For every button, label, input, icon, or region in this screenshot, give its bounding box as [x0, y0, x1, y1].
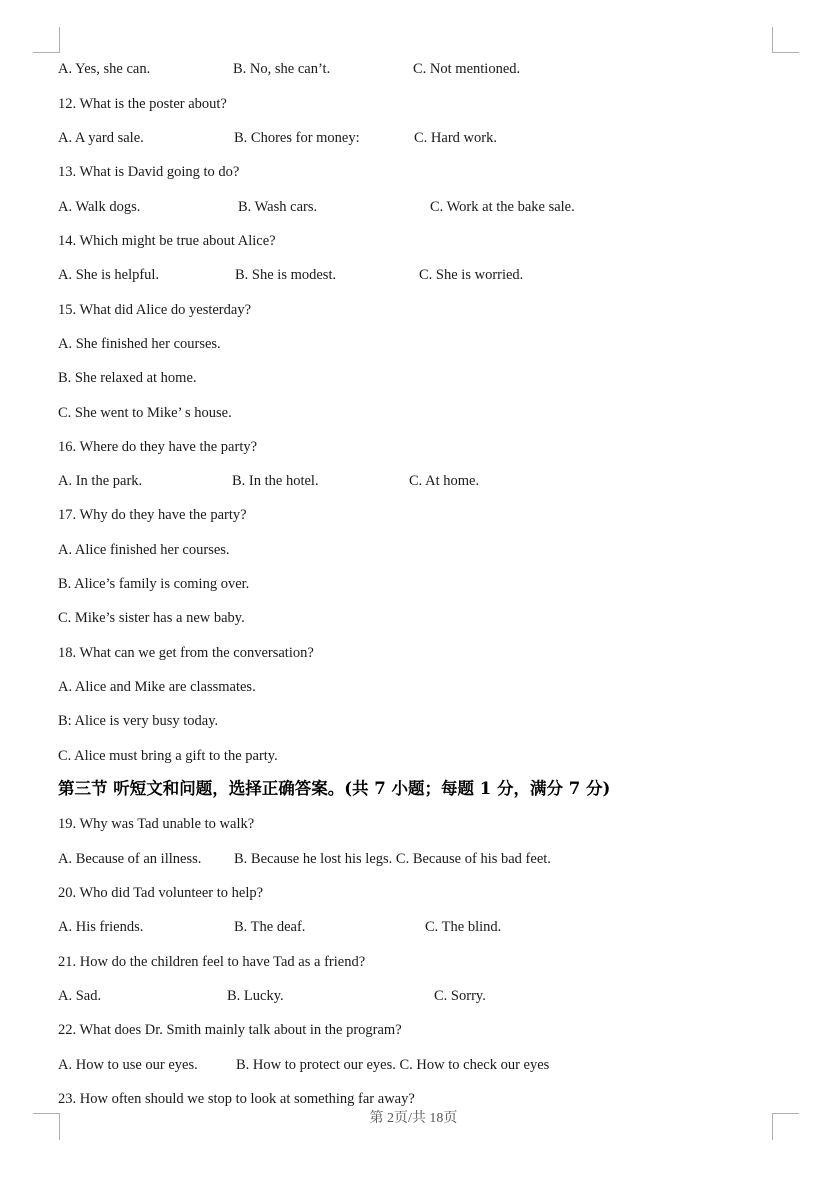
option-a: A. Alice finished her courses. [58, 542, 230, 558]
option-c: C. The blind. [425, 919, 502, 935]
question-12: 12. What is the poster about? [58, 96, 227, 112]
option-a: A. She finished her courses. [58, 336, 221, 352]
crop-mark [33, 52, 60, 53]
option-b: B. She relaxed at home. [58, 370, 197, 386]
option-c: C. She is worried. [419, 267, 524, 283]
option-c: C. Not mentioned. [413, 61, 521, 77]
option-b: B. Chores for money: [234, 130, 360, 146]
option-b: B: Alice is very busy today. [58, 713, 219, 729]
crop-mark [772, 52, 799, 53]
option-b: B. No, she can’t. [233, 61, 331, 77]
option-c: C. At home. [409, 473, 480, 489]
question-13: 13. What is David going to do? [58, 164, 240, 180]
question-14: 14. Which might be true about Alice? [58, 233, 276, 249]
option-a: A. In the park. [58, 473, 143, 489]
option-a: A. A yard sale. [58, 130, 144, 146]
question-21: 21. How do the children feel to have Tad as a friend? [58, 954, 366, 970]
question-20: 20. Who did Tad volunteer to help? [58, 885, 264, 901]
question-19: 19. Why was Tad unable to walk? [58, 816, 255, 832]
crop-mark [772, 27, 773, 53]
option-c: C. Alice must bring a gift to the party. [58, 748, 278, 764]
page-footer: 第 2页/共 18页 [369, 1111, 458, 1126]
option-b: B. She is modest. [235, 267, 337, 283]
option-a: A. Sad. [58, 988, 102, 1004]
crop-mark [59, 27, 60, 53]
question-18: 18. What can we get from the conversation? [58, 645, 314, 661]
option-c: C. Hard work. [414, 130, 497, 146]
question-22: 22. What does Dr. Smith mainly talk about in the program? [58, 1022, 402, 1038]
question-23: 23. How often should we stop to look at something far away? [58, 1091, 415, 1107]
question-16: 16. Where do they have the party? [58, 439, 258, 455]
option-c: C. Work at the bake sale. [430, 199, 575, 215]
option-a: A. His friends. [58, 919, 144, 935]
option-a: A. How to use our eyes. [58, 1057, 198, 1073]
option-a: A. Alice and Mike are classmates. [58, 679, 256, 695]
option-c: C. Sorry. [434, 988, 486, 1004]
option-b: B. How to protect our eyes. C. How to check our eyes [236, 1057, 550, 1073]
option-b: B. Alice’s family is coming over. [58, 576, 250, 592]
option-c: C. She went to Mike’ s house. [58, 405, 232, 421]
section-heading: 第三节 听短文和问题，选择正确答案。(共 7 小题；每题 1 分，满分 7 分) [58, 779, 611, 798]
option-a: A. Yes, she can. [58, 61, 151, 77]
option-b: B. The deaf. [234, 919, 306, 935]
question-15: 15. What did Alice do yesterday? [58, 302, 252, 318]
option-a: A. Because of an illness. [58, 851, 202, 867]
option-b: B. Because he lost his legs. C. Because of his bad feet. [234, 851, 551, 867]
option-c: C. Mike’s sister has a new baby. [58, 610, 245, 626]
option-b: B. Wash cars. [238, 199, 318, 215]
option-a: A. Walk dogs. [58, 199, 141, 215]
option-b: B. Lucky. [227, 988, 284, 1004]
option-b: B. In the hotel. [232, 473, 319, 489]
question-17: 17. Why do they have the party? [58, 507, 247, 523]
option-a: A. She is helpful. [58, 267, 160, 283]
